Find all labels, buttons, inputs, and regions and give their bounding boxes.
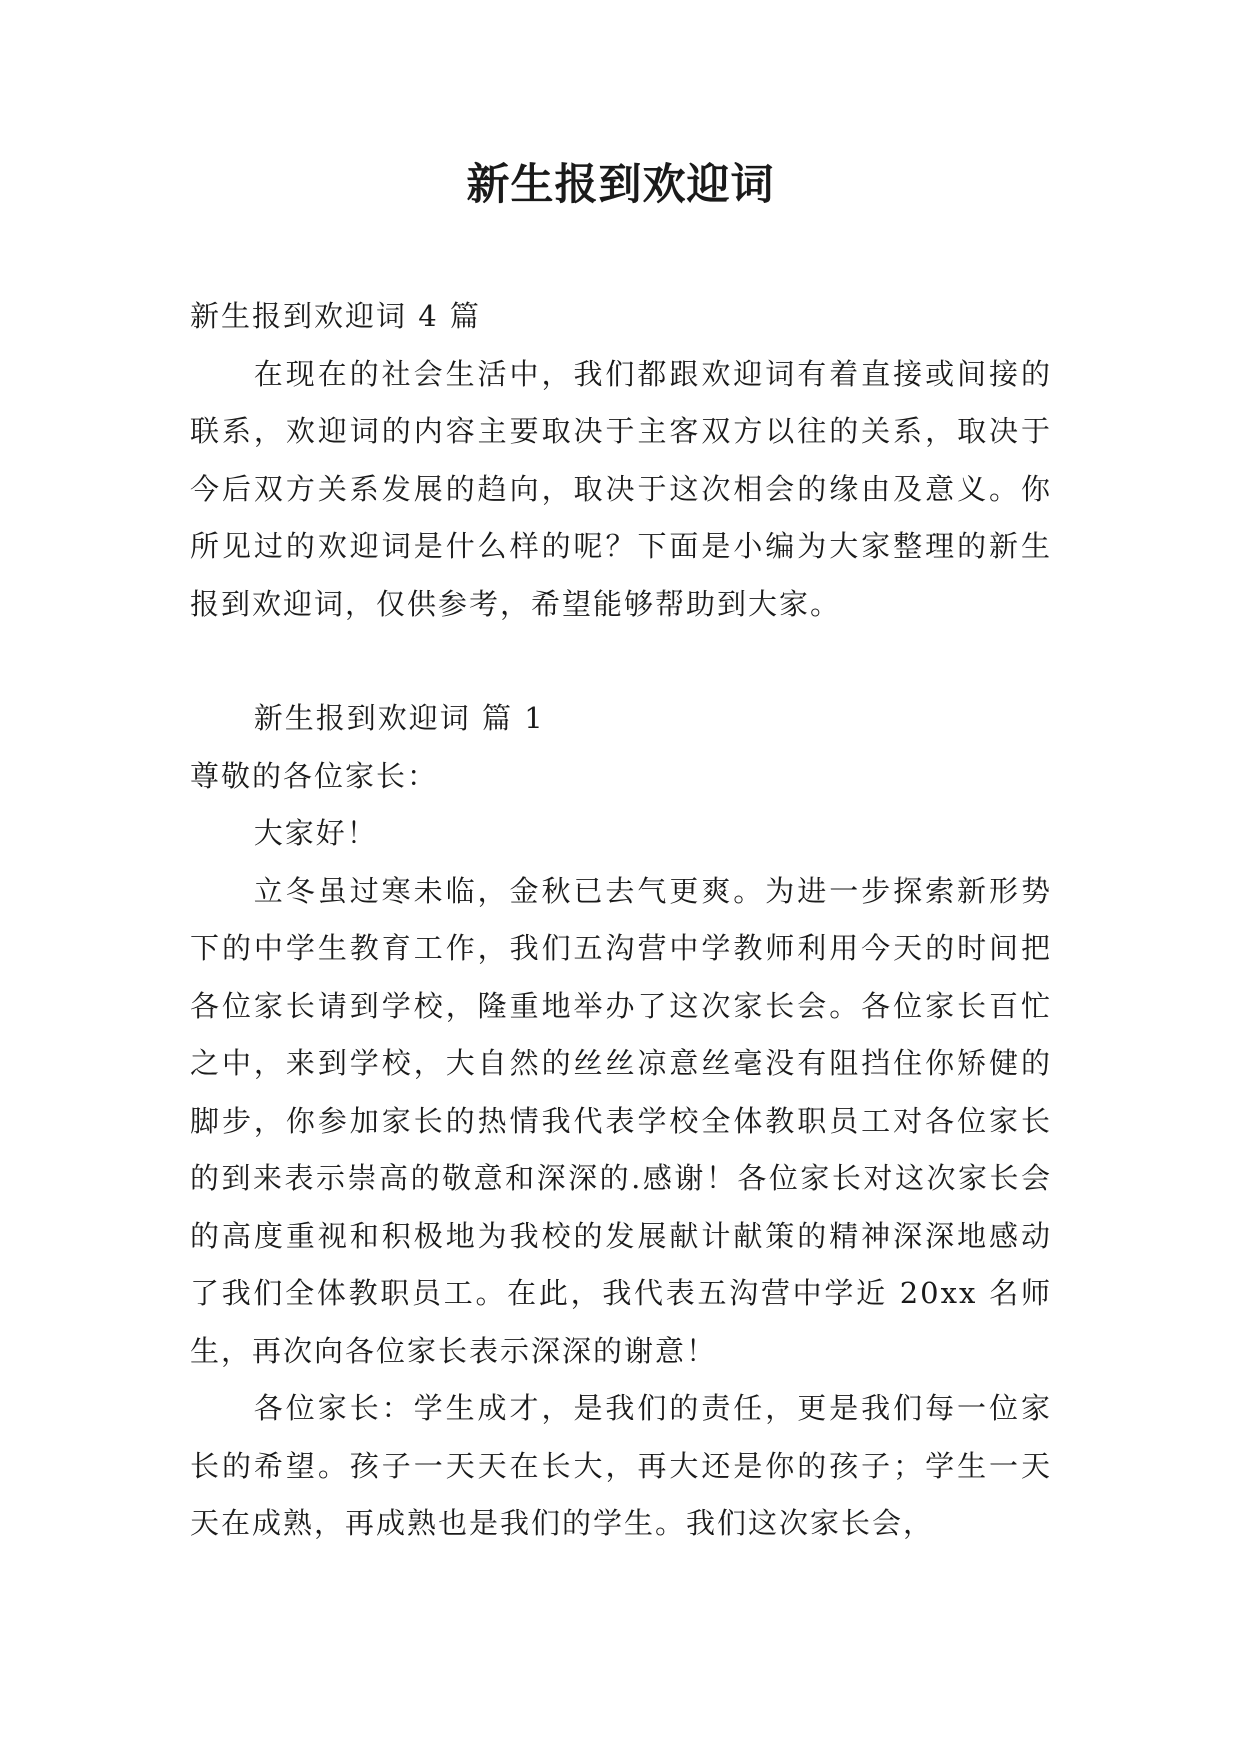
section-heading: 新生报到欢迎词 篇 1	[253, 701, 545, 735]
salutation: 尊敬的各位家长：	[190, 758, 439, 793]
document-subtitle: 新生报到欢迎词 4 篇	[190, 299, 481, 333]
document-body	[190, 288, 1052, 1553]
blank-line	[190, 633, 1052, 690]
document-title: 新生报到欢迎词	[466, 160, 775, 210]
intro-paragraph: 在现在的社会生活中，我们都跟欢迎词有着直接或间接的联系，欢迎词的内容主要取决于主客双方以往的关系，取决于今后双方关系发展的趋向，取决于这次相会的缘由及意义。你所见过的欢迎词是什么样的呢？下面是小编为大家整理的新生报到欢迎词，仅供参考，希望能够帮助到大家。	[190, 356, 1052, 621]
body-paragraph-2: 各位家长：学生成才，是我们的责任，更是我们每一位家长的希望。孩子一天天在长大，再大还是你的孩子；学生一天天在成熟，再成熟也是我们的学生。我们这次家长会，	[190, 1391, 1052, 1540]
greeting: 大家好！	[253, 816, 378, 850]
body-paragraph-1: 立冬虽过寒未临，金秋已去气更爽。为进一步探索新形势下的中学生教育工作，我们五沟营中学教师利用今天的时间把各位家长请到学校，隆重地举办了这次家长会。各位家长百忙之中，来到学校，大自然的丝丝凉意丝毫没有阻挡住你矫健的脚步，你参加家长的热情我代表学校全体教职员工对各位家长的到来表示崇高的敬意和深深的.感谢！各位家长对这次家长会的高度重视和积极地为我校的发展献计献策的精神深深地感动了我们全体教职员工。在此，我代表五沟营中学近 20xx 名师生，再次向各位家长表示深深的谢意！	[190, 873, 1052, 1368]
